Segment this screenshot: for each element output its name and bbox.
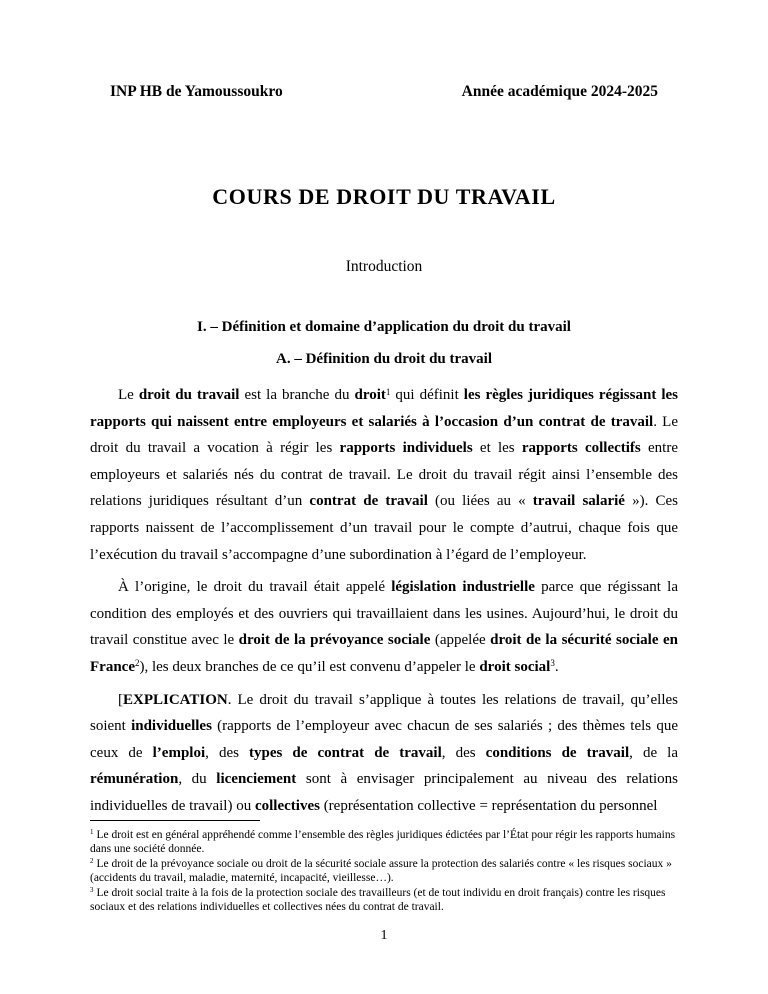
footnote-3 xyxy=(90,886,678,915)
paragraph-definition: Le droit du travail est la branche du droit$^1$ qui définit les règles juridiques régissant les rapports qui naissent entre employeurs et salariés à l’occasion d’un contrat de travail. Le droit du travail a vocation à régir les rapports individuels et les rapports collectifs entre employeurs et salariés nés du contrat de travail. Le droit du travail régit ainsi l’ensemble des relations juridiques résultant d’un contrat de travail (ou liées au « travail salarié »). Ces rapports naissent de l’accomplissement d’un travail pour le compte d’autrui, chaque fois que l’exécution du travail s’accompagne d’une subordination à l’égard de l’employeur. xyxy=(90,386,679,563)
document-header xyxy=(90,82,678,102)
academic-year: Année académique 2024-2025 xyxy=(461,83,658,100)
footnote-3-text: Le droit social traite à la fois de la protection sociale des travailleurs (et de tout individu en droit français) contre les risques sociaux et des relations individuelles et collectives nées du contrat de travail. xyxy=(90,886,666,913)
page-number: 1 xyxy=(380,928,388,943)
paragraph-explication: [EXPLICATION. Le droit du travail s’applique à toutes les relations de travail, qu’elles soient individuelles (rapports de l’employeur avec chacun de ses salariés ; des thèmes tels que ceux de l’emploi, des types de contrat de travail, des conditions de travail, de la rémunération, du licenciement sont à envisager principalement au niveau des relations individuelles de travail) ou collectives (représentation collective = représentation du personnel xyxy=(90,691,679,814)
footnote-divider xyxy=(90,820,260,821)
introduction-heading: Introduction xyxy=(345,258,423,275)
footnote-2-number: 2 xyxy=(90,858,94,866)
footnote-1-number: 1 xyxy=(90,829,94,837)
footnote-3-number: 3 xyxy=(90,887,94,895)
document-title: COURS DE DROIT DU TRAVAIL xyxy=(212,184,556,209)
heading-definition: A. – Définition du droit du travail xyxy=(276,351,492,367)
paragraph-history: À l’origine, le droit du travail était appelé législation industrielle parce que régissant la condition des employés et des ouvriers qui travaillaient dans les usines. Aujourd’hui, le droit du travail constitue avec le droit de la prévoyance sociale (appelée droit de la sécurité sociale en France$^2$), les deux branches de ce qu’il est convenu d’appeler le droit social$^3$. xyxy=(90,579,678,675)
footnote-2-text: Le droit de la prévoyance sociale ou droit de la sécurité sociale assure la protection des salariés contre « les risques sociaux » (accidents du travail, maladie, maternité, incapacité, vieillesse…). xyxy=(90,857,672,884)
footnote-2 xyxy=(90,857,678,886)
footnote-1 xyxy=(90,828,678,857)
footnotes-section xyxy=(90,820,678,915)
footnote-1-text: Le droit est en général appréhendé comme l’ensemble des règles juridiques édictées par l’État pour régir les rapports humains dans une société donnée. xyxy=(90,828,676,855)
institution-name: INP HB de Yamoussoukro xyxy=(110,83,283,100)
heading-definition-domain: I. – Définition et domaine d’application du droit du travail xyxy=(197,319,571,335)
